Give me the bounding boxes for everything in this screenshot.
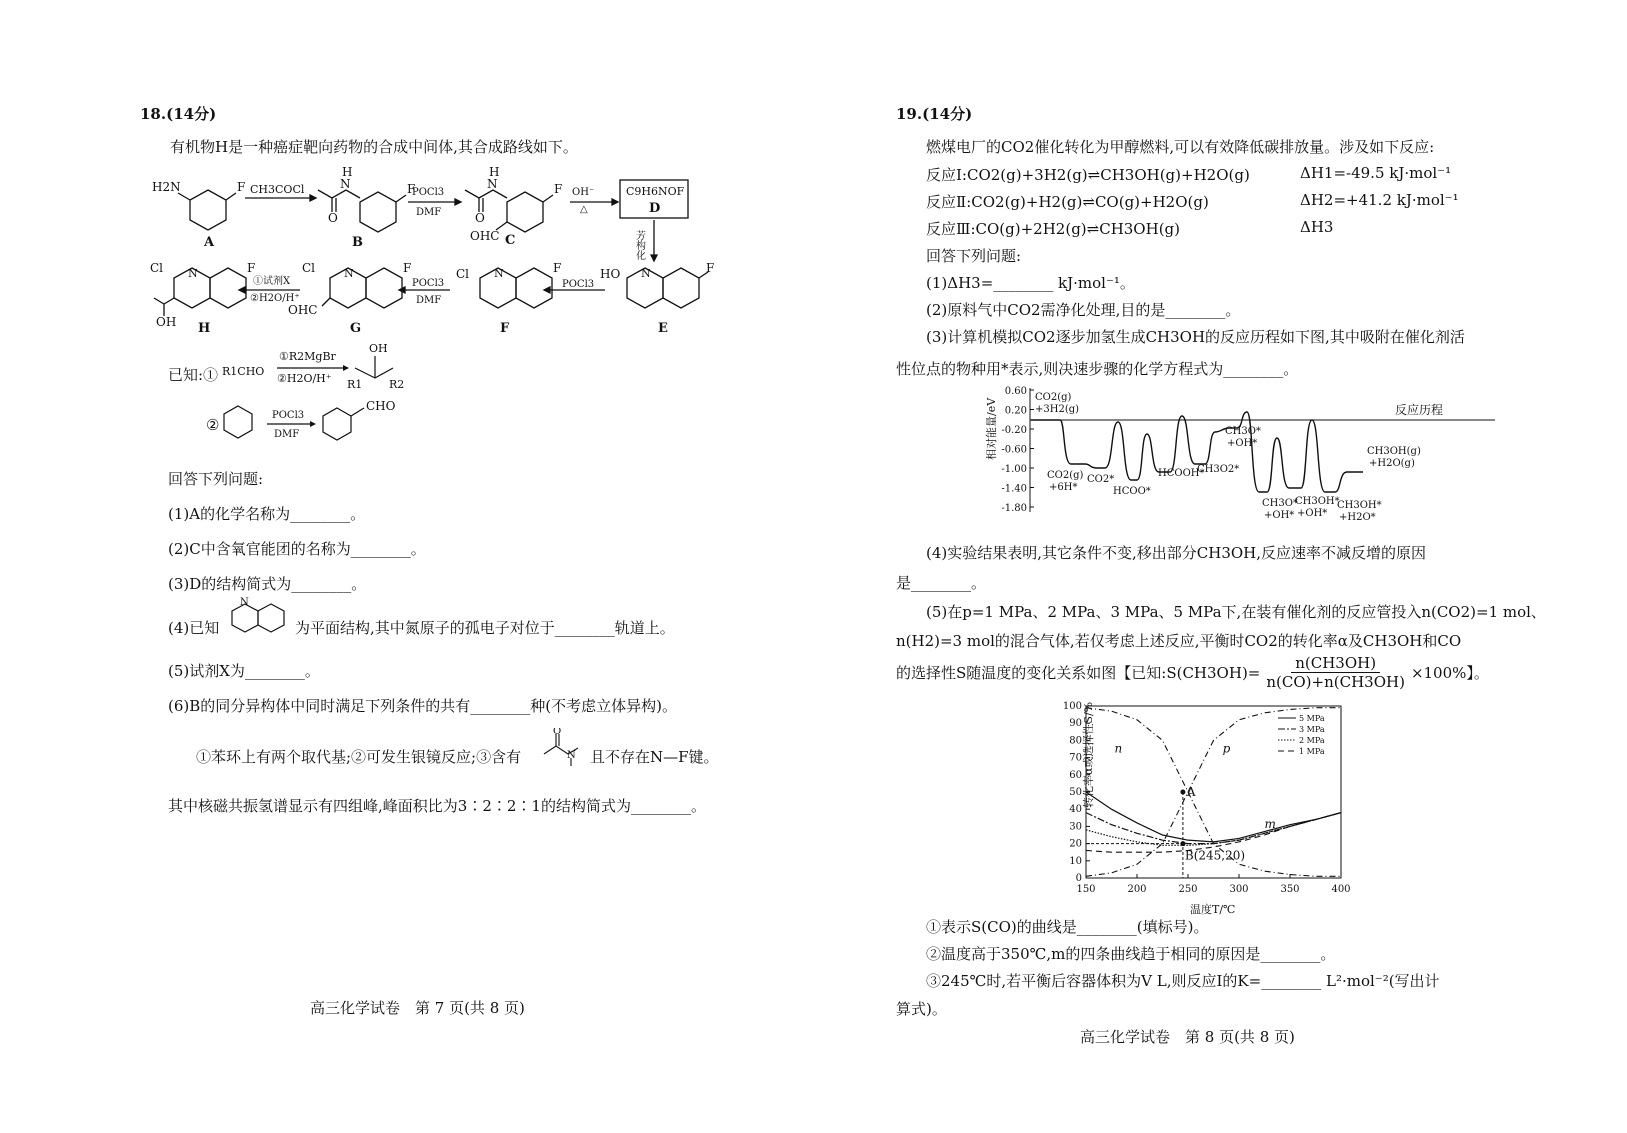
- reaction-2-dh: ΔH2=+41.2 kJ·mol⁻¹: [1300, 191, 1459, 209]
- q19-4a: (4)实验结果表明,其它条件不变,移出部分CH3OH,反应速率不减反增的原因: [926, 544, 1427, 562]
- energy-ytick: -0.20: [1001, 425, 1027, 436]
- left-footer: 高三化学试卷 第 7 页(共 8 页): [310, 999, 525, 1017]
- reaction-3: 反应Ⅲ:CO(g)+2H2(g)⇌CH3OH(g): [926, 220, 1180, 238]
- xtick-label: 150: [1076, 884, 1096, 895]
- xtick-label: 200: [1127, 884, 1147, 895]
- known2-label: ②: [206, 416, 220, 434]
- ytick-label: 10: [1069, 855, 1082, 867]
- reagent-ef: POCl3: [562, 279, 595, 290]
- ytick-label: 40: [1069, 804, 1082, 816]
- q18-1: (1)A的化学名称为________。: [168, 505, 366, 523]
- energy-ylabel: 相对能量/eV: [985, 397, 998, 460]
- sp-co2g: CO2(g): [1035, 392, 1072, 403]
- reaction-1-dh: ΔH1=-49.5 kJ·mol⁻¹: [1300, 164, 1452, 182]
- sp-ch3ohg: CH3OH(g): [1367, 446, 1421, 457]
- q19-5-ii: ②温度高于350℃,m的四条曲线趋于相同的原因是________。: [926, 945, 1336, 963]
- known1-bot: ②H2O/H⁺: [277, 372, 332, 385]
- B-F: F: [407, 182, 416, 196]
- chart-xlabel: 温度T/℃: [1190, 903, 1236, 916]
- q19-5c: 的选择性S随温度的变化关系如图【已知:S(CH3OH)=: [896, 664, 1261, 682]
- benzene-B: [360, 192, 396, 232]
- label-F: F: [500, 321, 510, 336]
- point-B: [1180, 841, 1185, 846]
- sp-ch3o-a: CH3O*: [1225, 426, 1261, 437]
- sp-co2g2: CO2(g): [1047, 470, 1084, 481]
- ytick-label: 70: [1069, 752, 1082, 764]
- amide-N: N: [567, 750, 576, 761]
- ytick-label: 80: [1069, 735, 1082, 747]
- right-footer: 高三化学试卷 第 8 页(共 8 页): [1080, 1028, 1295, 1046]
- sp-hcoo: HCOO*: [1113, 486, 1151, 497]
- ytick-label: 100: [1062, 701, 1082, 712]
- xtick-label: 300: [1229, 884, 1249, 895]
- known1-reactant: R1CHO: [222, 365, 265, 378]
- chart-ylabel: 转化率α或选择性S/%: [1082, 701, 1095, 808]
- q18-2: (2)C中含氧官能团的名称为________。: [168, 540, 426, 558]
- q19-5-iii-a: ③245℃时,若平衡后容器体积为V L,则反应Ⅰ的K=________ L²·mol⁻²(写出计: [926, 972, 1440, 990]
- sp-oh-a: +OH*: [1227, 438, 1258, 449]
- series-m-1-mpa: [1086, 813, 1341, 853]
- conversion-chart: [1040, 698, 1360, 920]
- known2-top: POCl3: [272, 410, 305, 421]
- label-A: A: [204, 235, 215, 250]
- q19-4b: 是________。: [896, 574, 987, 592]
- selectivity-fraction: [1262, 654, 1409, 691]
- known1-scheme: [275, 340, 425, 400]
- legend-item: 3 MPa: [1299, 725, 1325, 734]
- sp-hcooh: HCOOH*: [1158, 468, 1205, 479]
- known2-CHO: CHO: [366, 399, 396, 413]
- energy-profile-chart: [975, 382, 1515, 527]
- q19-header: 19.(14分): [896, 105, 973, 123]
- G-F: F: [403, 261, 412, 275]
- reagent-cd-top: OH⁻: [572, 187, 595, 198]
- q19-1: (1)ΔH3=________ kJ·mol⁻¹。: [926, 274, 1135, 292]
- synthesis-scheme: [150, 160, 750, 360]
- A-H2N: H2N: [152, 180, 181, 194]
- quinoline-structure: [230, 596, 294, 640]
- q19-5a: (5)在p=1 MPa、2 MPa、3 MPa、5 MPa下,在装有催化剂的反应管投入n(CO2)=1 mol、: [926, 603, 1546, 621]
- C-OHC: OHC: [470, 229, 500, 243]
- q18-intro: 有机物H是一种癌症靶向药物的合成中间体,其合成路线如下。: [170, 138, 578, 156]
- sp-oh-b: +OH*: [1264, 510, 1295, 521]
- fraction-numerator: n(CH3OH): [1291, 654, 1380, 673]
- ytick-label: 50: [1069, 787, 1082, 798]
- C-O: O: [475, 211, 485, 225]
- q18-6: (6)B的同分异构体中同时满足下列条件的共有________种(不考虑立体异构)。: [168, 697, 677, 715]
- C-F: F: [554, 182, 563, 196]
- label-B: B: [352, 235, 363, 250]
- G-Cl: Cl: [302, 261, 316, 275]
- H-OH: OH: [156, 315, 177, 329]
- q18-4b: 为平面结构,其中氮原子的孤电子对位于________轨道上。: [295, 619, 675, 637]
- sp-h2og: +H2O(g): [1369, 458, 1415, 469]
- q19-5-iii-b: 算式)。: [896, 1000, 947, 1018]
- B-N: N: [340, 177, 351, 191]
- q18-3: (3)D的结构简式为________。: [168, 575, 367, 593]
- q18-4a: (4)已知: [168, 619, 220, 637]
- reagent-gh-top: ①试剂X: [253, 276, 291, 287]
- right-answer-intro: 回答下列问题:: [926, 247, 1022, 265]
- q19-5-i: ①表示S(CO)的曲线是________(填标号)。: [926, 918, 1209, 936]
- label-m: m: [1264, 817, 1276, 832]
- label-E: E: [658, 321, 668, 336]
- known1-OH: OH: [369, 342, 388, 355]
- sp-ch3oh-b: CH3OH*: [1337, 500, 1382, 511]
- label-G: G: [350, 321, 362, 336]
- fraction-denominator: n(CO)+n(CH3OH): [1266, 673, 1405, 691]
- reagent-de: 芳构化: [633, 230, 645, 260]
- q18-5: (5)试剂X为________。: [168, 662, 320, 680]
- H-N: N: [188, 267, 198, 280]
- q18-6-last: 其中核磁共振氢谱显示有四组峰,峰面积比为3∶2∶2∶1的结构简式为________。: [168, 797, 706, 815]
- E-N: N: [641, 267, 651, 280]
- energy-ytick: -1.00: [1001, 464, 1027, 475]
- q19-intro: 燃煤电厂的CO2催化转化为甲醇燃料,可以有效降低碳排放量。涉及如下反应:: [926, 138, 1435, 156]
- ytick-label: 30: [1069, 821, 1082, 833]
- xtick-label: 350: [1280, 884, 1300, 895]
- point-A: [1180, 790, 1185, 795]
- energy-ytick: 0.20: [1004, 405, 1027, 417]
- reagent-cd-bot: △: [580, 204, 588, 215]
- sp-3h2: +3H2(g): [1035, 404, 1080, 415]
- q18-header: 18.(14分): [140, 105, 217, 123]
- known1-R2: R2: [389, 378, 405, 391]
- sp-ch3o-b: CH3O*: [1262, 498, 1298, 509]
- label-D: D: [649, 201, 661, 216]
- sp-h2o-ads: +H2O*: [1339, 512, 1376, 523]
- label-n: n: [1114, 741, 1123, 756]
- known-label: 已知:①: [168, 366, 219, 384]
- legend-item: 1 MPa: [1299, 747, 1325, 756]
- q19-5c-row: [896, 654, 1489, 691]
- B-O: O: [328, 211, 338, 225]
- ytick-label: 60: [1069, 769, 1082, 781]
- legend-item: 2 MPa: [1299, 736, 1325, 745]
- F-N: N: [494, 267, 504, 280]
- sp-6h: +6H*: [1049, 482, 1078, 493]
- sp-oh-c: +OH*: [1297, 508, 1328, 519]
- q19-2: (2)原料气中CO2需净化处理,目的是________。: [926, 301, 1241, 319]
- xtick-label: 400: [1331, 884, 1351, 895]
- G-OHC: OHC: [288, 303, 318, 317]
- sp-ch3oh-a: CH3OH*: [1295, 496, 1340, 507]
- D-formula: C9H6NOF: [626, 185, 685, 198]
- amide-O: O: [553, 728, 562, 737]
- amide-fragment: [542, 728, 588, 768]
- C-N: N: [487, 177, 498, 191]
- E-HO: HO: [600, 267, 621, 281]
- reaction-2: 反应Ⅱ:CO2(g)+H2(g)⇌CO(g)+H2O(g): [926, 193, 1209, 211]
- reagent-bc-top: POCl3: [412, 187, 445, 198]
- reagent-ab: CH3COCl: [250, 183, 305, 196]
- left-answer-intro: 回答下列问题:: [168, 470, 264, 488]
- label-C: C: [505, 233, 516, 248]
- series-m-5-mpa: [1086, 792, 1341, 842]
- F-F: F: [553, 261, 562, 275]
- q19-3a: (3)计算机模拟CO2逐步加氢生成CH3OH的反应历程如下图,其中吸附在催化剂活: [926, 328, 1465, 346]
- reaction-3-dh: ΔH3: [1300, 218, 1334, 236]
- sp-co2ads: CO2*: [1087, 474, 1115, 485]
- ytick-label: 90: [1069, 718, 1082, 730]
- ytick-label: 0: [1075, 873, 1082, 884]
- q19-5d: ×100%】。: [1410, 664, 1489, 682]
- sp-ch3o2: CH3O2*: [1197, 464, 1240, 475]
- reagent-bc-bot: DMF: [416, 207, 442, 218]
- F-Cl: Cl: [456, 267, 470, 281]
- legend-item: 5 MPa: [1299, 714, 1325, 723]
- energy-ytick: 0.60: [1004, 386, 1027, 397]
- label-H: H: [198, 321, 211, 336]
- quinoline-N: N: [240, 597, 249, 608]
- energy-ytick: -0.60: [1001, 444, 1027, 456]
- q18-6-cond-b: 且不存在N—F键。: [590, 748, 719, 766]
- H-F: F: [247, 261, 256, 275]
- A-F: F: [237, 180, 246, 194]
- benzene-A: [190, 190, 226, 230]
- known2-scheme: [222, 398, 422, 448]
- energy-ytick: -1.40: [1001, 483, 1027, 495]
- E-F: F: [706, 261, 715, 275]
- xtick-label: 250: [1178, 884, 1198, 895]
- known1-top: ①R2MgBr: [279, 350, 336, 363]
- H-Cl: Cl: [150, 261, 164, 275]
- benzene-C: [507, 192, 543, 232]
- reagent-fg-top: POCl3: [412, 278, 445, 289]
- B-H: H: [342, 165, 353, 179]
- reaction-1: 反应Ⅰ:CO2(g)+3H2(g)⇌CH3OH(g)+H2O(g): [926, 166, 1250, 184]
- energy-ytick: -1.80: [1001, 503, 1027, 514]
- q19-3b: 性位点的物种用*表示,则决速步骤的化学方程式为________。: [896, 360, 1299, 378]
- reagent-gh-bot: ②H2O/H⁺: [250, 293, 300, 304]
- label-p: p: [1222, 741, 1231, 756]
- energy-path-label: 反应历程: [1395, 403, 1444, 417]
- G-N: N: [344, 267, 354, 280]
- label-B-point: B(245,20): [1184, 848, 1246, 863]
- ytick-label: 20: [1069, 838, 1082, 850]
- C-H: H: [489, 165, 500, 179]
- q18-6-cond-a: ①苯环上有两个取代基;②可发生银镜反应;③含有: [196, 748, 522, 766]
- label-A-point: A: [1186, 785, 1196, 799]
- known2-bot: DMF: [274, 429, 300, 440]
- known1-R1: R1: [347, 378, 363, 391]
- q19-5b: n(H2)=3 mol的混合气体,若仅考虑上述反应,平衡时CO2的转化率α及CH3OH和CO: [896, 632, 1462, 650]
- reagent-fg-bot: DMF: [416, 295, 442, 306]
